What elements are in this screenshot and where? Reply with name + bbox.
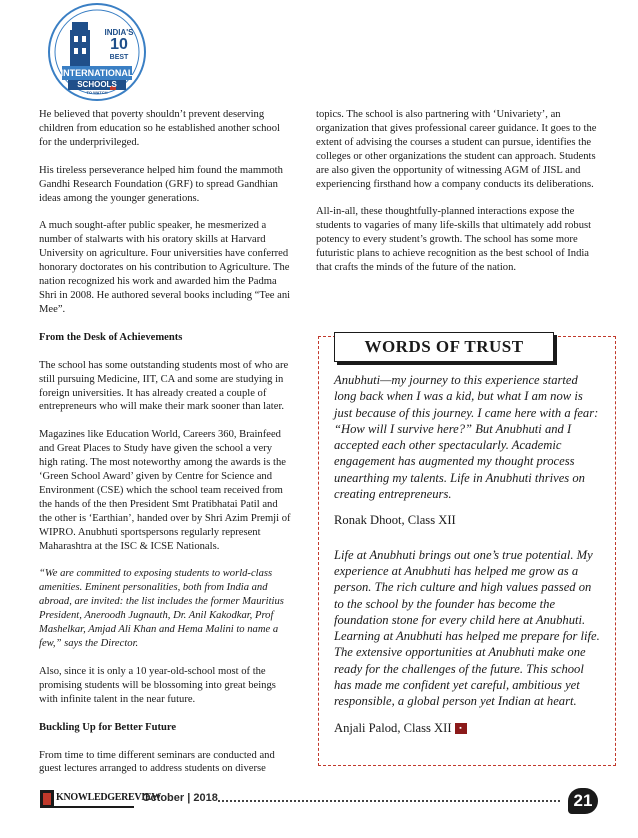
- section-heading: From the Desk of Achievements: [39, 331, 183, 343]
- footer-divider: [218, 800, 560, 802]
- testimonial-author-row: [334, 720, 602, 736]
- knowledge-review-logo: [40, 788, 161, 812]
- badge-line1: INDIA'S: [104, 28, 134, 37]
- brand-name: KNOWLEDGEREVIEW: [56, 792, 161, 803]
- paragraph: A much sought-after public speaker, he mesmerized a number of stalwarts with his oratory skills at Harvard University on agriculture. Four universities have conferred honorary doctorates on his contribution to Agriculture. The nation recognized his work and awarded him the Padma Shri in 2008. He authored several books including “Tee ani Mee”.: [39, 220, 291, 315]
- india-best-schools-badge: [48, 0, 146, 104]
- testimonial-quote: Life at Anubhuti brings out one’s true potential. My experience at Anubhuti has helped me grow as a person. The rich culture and high values passed on to the school by the founder has become the foundation stone for every child here at Anubhuti. Learning at Anubhuti has helped me prepare for life. The extensive opportunities at Anubhuti make one ready for the challenges of the future. This school has made me confident yet careful, ambitious yet responsible, a global person yet Indian at heart.: [334, 547, 600, 709]
- end-mark-icon: ▪: [455, 723, 467, 734]
- words-of-trust-title: WORDS OF TRUST: [334, 332, 554, 362]
- paragraph: topics. The school is also partnering with ‘Univariety’, an organization that gives professional career guidance. It goes to the extent of advising the courses a student can pursue, identifies the colleges or other organizations the student can approach. Students are also given the opportunity of witnessing AGM of JISL and experiencing firsthand how a company conducts its deliberations.: [316, 109, 597, 190]
- badge-line4: SCHOOLS: [77, 80, 117, 89]
- paragraph: All-in-all, these thoughtfully-planned interactions expose the students to vagaries of many life-skills that ultimately add robust potency to every student’s growth. The school has some more futuristic plans to achieve recognition as the best school of India that crafts the minds of the future of the nation.: [316, 206, 592, 274]
- testimonials: [334, 372, 602, 754]
- badge-number: 10: [110, 36, 128, 53]
- badge-line2: BEST: [109, 54, 129, 61]
- director-quote: “We are committed to exposing students to world-class amenities. Eminent personalities, both from India and abroad, are invited: the list includes the former Mauritius President, Aneroodh Jugnauth, Dr. Anil Kakodkar, Prof Mashelkar, Amjad Ali Khan and Hema Malini to name a few,” says the Director.: [39, 568, 284, 649]
- badge-line5: TO WATCH: [86, 90, 108, 95]
- page-number: 21: [568, 788, 598, 814]
- paragraph: His tireless perseverance helped him found the mammoth Gandhi Research Foundation (GRF) to spread Gandhian ideas among the younger generations.: [39, 164, 283, 204]
- paragraph: From time to time different seminars are conducted and guest lectures arranged to address students on diverse: [39, 749, 275, 775]
- paragraph: The school has some outstanding students most of who are still pursuing Medicine, IIT, CA and some are studying in foreign universities. It has already created a couple of entrepreneurs who will make their mark sooner than later.: [39, 359, 289, 413]
- paragraph: He believed that poverty shouldn’t prevent deserving children from education so he established another school for the underprivileged.: [39, 109, 280, 148]
- section-heading: Buckling Up for Better Future: [39, 721, 177, 733]
- paragraph: Magazines like Education World, Careers 360, Brainfeed and Great Places to Study have given the school a very high rating. The most noteworthy among the awards is the ‘Green School Award’ given by Centre for Science and Environment (CSE) which the school team received from the hands of the then President Smt Pratibhatai Patil and the other is ‘Earthian’, handed over by Shri Azim Premji of WIPRO. Anubhuti sportspersons regularly represent Maharashtra at the ISC & ICSE Nationals.: [39, 429, 291, 552]
- left-column: [39, 108, 291, 790]
- badge-line3: INTERNATIONAL: [60, 68, 134, 78]
- testimonial-author: Anjali Palod, Class XII: [334, 720, 452, 735]
- testimonial-quote: Anubhuti—my journey to this experience started long back when I was a kid, but what I am now is just because of this journey. I came here with a fear: “How will I survive here?” But Anubhuti and I accepted each other spectacularly. Academic engagement has augmented my thought process unearthing my talents. Life in Anubhuti thrives on creating entrepreneurs.: [334, 373, 599, 502]
- right-column: [316, 108, 601, 289]
- testimonial-author: Ronak Dhoot, Class XII: [334, 513, 456, 528]
- paragraph: Also, since it is only a 10 year-old-school most of the promising students will be blossoming into great beings with infinite talent in the near future.: [39, 665, 276, 705]
- issue-date: October | 2018: [142, 792, 218, 804]
